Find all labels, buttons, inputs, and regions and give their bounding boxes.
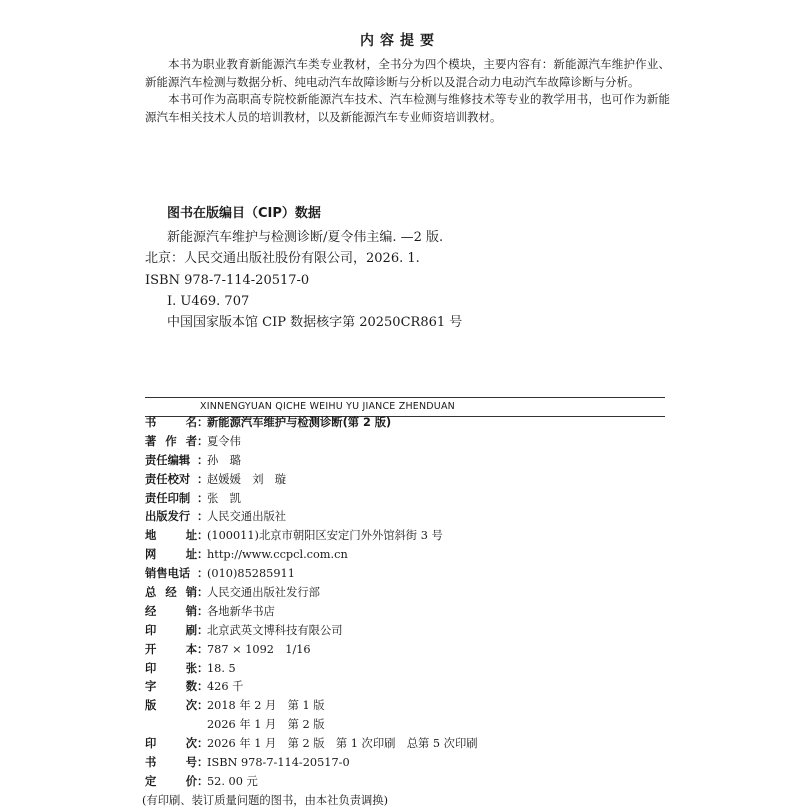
cip-line-publisher: 北京：人民交通出版社股份有限公司，2026. 1. [145, 251, 420, 267]
colophon-colon: ： [197, 623, 209, 637]
colophon [142, 414, 665, 811]
colophon-value: http://www.ccpcl.com.cn [207, 548, 348, 562]
colophon-label-char: 字 [145, 680, 157, 694]
summary-paragraph: 本书为职业教育新能源汽车类专业教材，全书分为四个模块，主要内容有：新能源汽车维护作业、新能源汽车检测与数据分析、纯电动汽车故障诊断与分析以及混合动力电动汽车故障诊断与分析。 [145, 57, 670, 89]
colophon-value: 孙 璐 [207, 453, 241, 467]
colophon-label [145, 660, 197, 679]
colophon-label [145, 565, 197, 584]
colophon-colon: ： [197, 661, 209, 675]
colophon-label-char: 销 [185, 604, 197, 618]
colophon-row [145, 754, 665, 773]
colophon-value: 张 凯 [207, 491, 241, 505]
colophon-colon: ： [197, 491, 209, 505]
colophon-value: 2026 年 1 月 第 2 版 第 1 次印刷 总第 5 次印刷 [207, 737, 478, 751]
colophon-row [145, 584, 665, 603]
colophon-value: 新能源汽车维护与检测诊断(第 2 版) [207, 416, 392, 429]
colophon-label-char: 作 [165, 434, 177, 448]
colophon-value: 北京武英文博科技有限公司 [207, 623, 343, 637]
colophon-label-text: 责任编辑 [145, 453, 191, 467]
colophon-row [145, 565, 665, 584]
colophon-value: 人民交通出版社发行部 [207, 586, 320, 600]
colophon-label [145, 735, 197, 754]
summary-paragraph: 本书可作为高职高专院校新能源汽车技术、汽车检测与维修技术等专业的教学用书，也可作为新能源汽车相关技术人员的培训教材，以及新能源汽车专业师资培训教材。 [145, 92, 670, 124]
colophon-colon: ： [197, 604, 209, 618]
colophon-colon: ： [197, 529, 209, 543]
colophon-label-char: 地 [145, 529, 157, 543]
divider-line [145, 397, 665, 398]
colophon-label-char: 经 [165, 586, 177, 600]
colophon-label [145, 490, 197, 509]
colophon-label-char: 次 [185, 737, 197, 751]
colophon-row [145, 433, 665, 452]
colophon-row [145, 414, 665, 433]
colophon-label [145, 433, 197, 452]
colophon-row [145, 527, 665, 546]
colophon-label [145, 622, 197, 641]
colophon-label-char: 次 [185, 699, 197, 713]
colophon-row [145, 546, 665, 565]
colophon-row [145, 508, 665, 527]
pinyin-title: XINNENGYUAN QICHE WEIHU YU JIANCE ZHENDUAN [200, 401, 455, 412]
colophon-row [145, 471, 665, 490]
colophon-colon: ： [197, 680, 209, 694]
colophon-label [145, 508, 197, 527]
colophon-label [145, 678, 197, 697]
colophon-colon: ： [197, 642, 209, 656]
colophon-colon: ： [197, 453, 209, 467]
colophon-label [145, 603, 197, 622]
colophon-label-char: 印 [145, 661, 157, 675]
colophon-value: 2026 年 1 月 第 2 版 [207, 718, 325, 732]
colophon-label [145, 471, 197, 490]
colophon-row [145, 735, 665, 754]
colophon-label-char: 销 [185, 586, 197, 600]
colophon-label-text: 出版发行 [145, 510, 191, 524]
summary-title: 内容提要 [360, 33, 440, 49]
colophon-label-char: 刷 [185, 623, 197, 637]
colophon-row [145, 641, 665, 660]
colophon-value: 18. 5 [207, 661, 236, 675]
colophon-row [145, 678, 665, 697]
colophon-colon: ： [197, 756, 209, 770]
colophon-label-char: 址 [185, 529, 197, 543]
cip-line-classification: Ⅰ. U469. 707 [167, 293, 250, 309]
colophon-colon: ： [197, 774, 209, 788]
colophon-row [145, 603, 665, 622]
colophon-label [145, 697, 197, 716]
colophon-label-char: 价 [185, 774, 197, 788]
colophon-label-char: 书 [145, 756, 157, 770]
colophon-colon: ： [197, 434, 209, 448]
colophon-label-char: 开 [145, 642, 157, 656]
cip-data-block [145, 202, 665, 333]
colophon-colon: ： [197, 416, 209, 429]
colophon-label-text: 销售电话 [145, 567, 191, 581]
colophon-label-char: 数 [185, 680, 197, 694]
colophon-colon: ： [197, 737, 209, 751]
colophon-label-char: 著 [145, 434, 157, 448]
cip-line-record-number: 中国国家版本馆 CIP 数据核字第 20250CR861 号 [167, 315, 463, 331]
colophon-value: 各地新华书店 [207, 604, 275, 618]
colophon-label [145, 527, 197, 546]
colophon-label [145, 546, 197, 565]
colophon-label [145, 773, 197, 792]
colophon-value: 52. 00 元 [207, 774, 258, 788]
colophon-value: 426 千 [207, 680, 244, 694]
colophon-label-char: 名 [185, 416, 197, 429]
colophon-label-text: 责任印制 [145, 491, 191, 505]
cip-heading: 图书在版编目（CIP）数据 [167, 206, 321, 221]
colophon-value: 人民交通出版社 [207, 510, 287, 524]
summary-body [145, 56, 670, 126]
colophon-row [145, 452, 665, 471]
colophon-label-char: 版 [145, 699, 157, 713]
colophon-value: 787 × 1092 1/16 [207, 642, 311, 656]
colophon-label-char: 本 [185, 642, 197, 656]
colophon-label-char: 经 [145, 604, 157, 618]
colophon-label-char: 印 [145, 737, 157, 751]
colophon-colon: ： [197, 586, 209, 600]
colophon-colon: ： [197, 510, 209, 524]
colophon-label-char: 印 [145, 623, 157, 637]
colophon-label-char: 址 [185, 548, 197, 562]
colophon-label-char: 号 [185, 756, 197, 770]
colophon-value: (100011)北京市朝阳区安定门外外馆斜街 3 号 [207, 529, 443, 543]
colophon-colon: ： [197, 699, 209, 713]
colophon-row [145, 490, 665, 509]
colophon-label-char: 书 [145, 416, 157, 429]
quality-notice: (有印刷、装订质量问题的图书，由本社负责调换) [142, 793, 389, 807]
colophon-colon: ： [197, 567, 209, 581]
cip-line-title: 新能源汽车维护与检测诊断/夏令伟主编. —2 版. [167, 230, 444, 245]
colophon-label-char: 网 [145, 548, 157, 562]
colophon-row [145, 697, 665, 716]
colophon-row [145, 660, 665, 679]
colophon-label [145, 452, 197, 471]
colophon-value: 2018 年 2 月 第 1 版 [207, 699, 325, 713]
colophon-row [145, 773, 665, 792]
colophon-label [145, 754, 197, 773]
colophon-value: (010)85285911 [207, 567, 295, 581]
cip-line-isbn: ISBN 978-7-114-20517-0 [145, 272, 310, 288]
colophon-label [145, 641, 197, 660]
colophon-label-text: 责任校对 [145, 472, 191, 486]
colophon-row [145, 716, 665, 735]
colophon-value: 赵媛媛 刘 璇 [207, 472, 287, 486]
colophon-row [145, 622, 665, 641]
colophon-label-char: 定 [145, 774, 157, 788]
colophon-label [145, 414, 197, 433]
colophon-value: ISBN 978-7-114-20517-0 [207, 756, 350, 770]
colophon-colon: ： [197, 472, 209, 486]
colophon-label-char: 总 [145, 586, 157, 600]
colophon-label-char: 者 [185, 434, 197, 448]
colophon-value: 夏令伟 [207, 434, 241, 448]
colophon-label [145, 584, 197, 603]
colophon-label-char: 张 [185, 661, 197, 675]
colophon-colon: ： [197, 548, 209, 562]
